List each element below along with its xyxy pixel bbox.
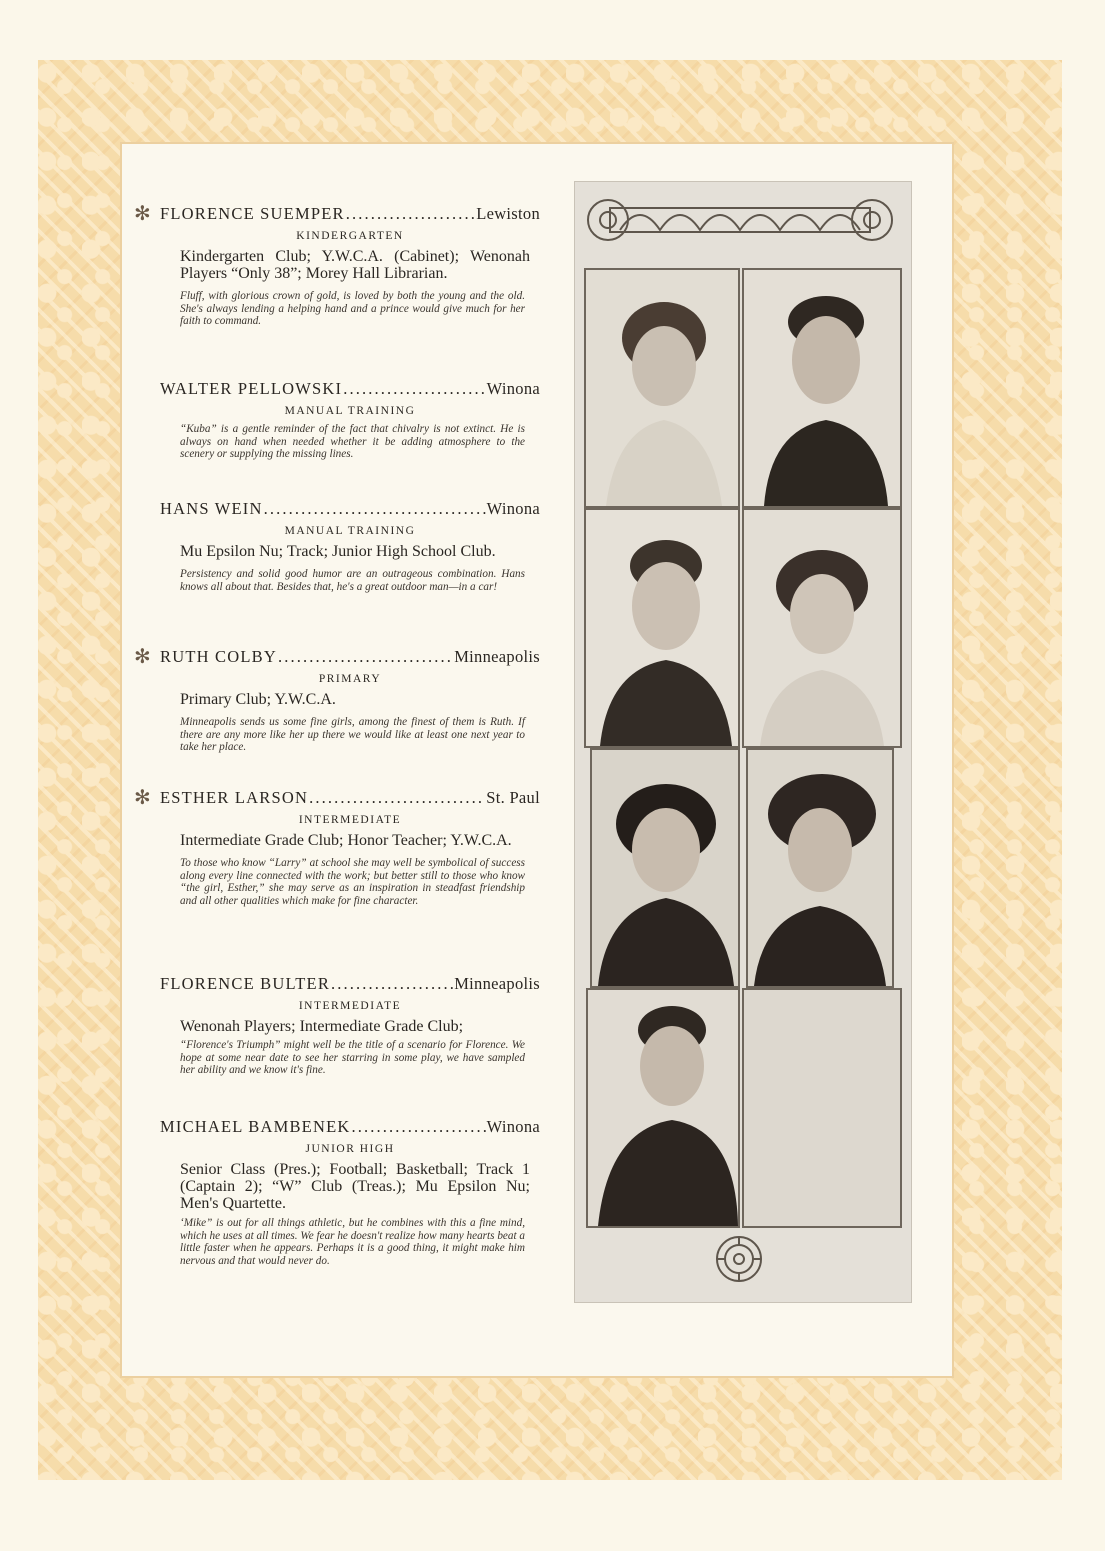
star-icon: ✻: [134, 203, 151, 225]
student-name: RUTH COLBY: [160, 647, 277, 666]
activities: Wenonah Players; Intermediate Grade Club;: [180, 1018, 464, 1035]
department: MANUAL TRAINING: [284, 405, 416, 417]
scroll-ornament-icon: [580, 190, 900, 250]
entry-heading: [160, 788, 540, 808]
department: MANUAL TRAINING: [284, 525, 416, 537]
portrait-photo: [746, 748, 894, 988]
portrait-photo: [742, 268, 902, 508]
portrait-silhouette-icon: [744, 270, 900, 506]
entry-hans-wein: [160, 499, 540, 593]
portrait-silhouette-icon: [744, 510, 900, 746]
entry-michael-bambenek: [160, 1117, 540, 1267]
leader-dots: [346, 204, 476, 224]
leader-dots: [309, 788, 485, 808]
portrait-silhouette-icon: [588, 990, 738, 1226]
portrait-photo: [584, 268, 740, 508]
activities: Intermediate Grade Club; Honor Teacher; Y.W.C.A.: [180, 832, 512, 849]
hometown: Minneapolis: [454, 647, 540, 666]
portrait-silhouette-icon: [748, 750, 892, 986]
activities: Senior Class (Pres.); Football; Basketball; Track 1 (Captain 2); “W” Club (Treas.); Mu Epsilon Nu; Men's Quartette.: [180, 1161, 530, 1212]
star-icon: ✻: [134, 646, 151, 668]
activities: Mu Epsilon Nu; Track; Junior High School Club.: [180, 543, 496, 560]
blurb: “Florence's Triumph” might well be the title of a scenario for Florence. We hope at some near date to see her starring in some play, we have sampled her ability and we know it's fine.: [180, 1039, 525, 1076]
activities: Primary Club; Y.W.C.A.: [180, 691, 336, 708]
entry-heading: [160, 974, 540, 994]
hometown: St. Paul: [486, 788, 540, 807]
entry-ruth-colby: [134, 646, 540, 754]
department: INTERMEDIATE: [298, 814, 402, 826]
blurb: Fluff, with glorious crown of gold, is loved by both the young and the old. She's always lending a helping hand and a prince would give much for her faith to command.: [180, 290, 525, 327]
entry-florence-suemper: [134, 203, 540, 328]
department: KINDERGARTEN: [296, 230, 404, 242]
blurb: Minneapolis sends us some fine girls, among the finest of them is Ruth. If there are any more like her up there we would like at least one next year to take her place.: [180, 716, 525, 753]
portrait-silhouette-icon: [592, 750, 738, 986]
student-name: HANS WEIN: [160, 499, 263, 518]
portrait-silhouette-icon: [586, 510, 738, 746]
portrait-photo: [584, 508, 740, 748]
portrait-silhouette-icon: [586, 270, 738, 506]
blurb: “Kuba” is a gentle reminder of the fact that chivalry is not extinct. He is always on hand when needed whether it be adding atmosphere to the scenery or supplying the missing lines.: [180, 423, 525, 460]
entry-walter-pellowski: [160, 379, 540, 461]
entry-heading: [160, 379, 540, 399]
department: INTERMEDIATE: [298, 1000, 402, 1012]
department: JUNIOR HIGH: [305, 1143, 395, 1155]
entry-heading: [160, 1117, 540, 1137]
student-name: FLORENCE SUEMPER: [160, 204, 345, 223]
portrait-photo: [742, 508, 902, 748]
entry-esther-larson: [134, 787, 540, 907]
leader-dots: [343, 379, 485, 399]
leader-dots: [331, 974, 453, 994]
student-name: WALTER PELLOWSKI: [160, 379, 343, 398]
entry-heading: [160, 204, 540, 224]
student-name: FLORENCE BULTER: [160, 974, 331, 993]
portrait-photo: [586, 988, 740, 1228]
leader-dots: [278, 647, 453, 667]
blurb: Persistency and solid good humor are an outrageous combination. Hans knows all about that. Besides that, he's a great outdoor man—in a car!: [180, 568, 525, 593]
entry-heading: [160, 647, 540, 667]
portrait-photo: [590, 748, 740, 988]
leader-dots: [351, 1117, 485, 1137]
rosette-ornament-icon: [712, 1232, 766, 1286]
student-name: MICHAEL BAMBENEK: [160, 1117, 351, 1136]
hometown: Winona: [486, 499, 540, 518]
hometown: Minneapolis: [454, 974, 540, 993]
activities: Kindergarten Club; Y.W.C.A. (Cabinet); Wenonah Players “Only 38”; Morey Hall Librarian.: [180, 248, 530, 282]
star-icon: ✻: [134, 787, 151, 809]
hometown: Winona: [486, 1117, 540, 1136]
entry-florence-bulter: [160, 974, 540, 1077]
blurb: ‘Mike” is out for all things athletic, but he combines with this a fine mind, which he uses at all times. We fear he doesn't realize how many hearts beat a little faster when he appears. Perhaps it is a good thing, it might make him nervous and that would never do.: [180, 1217, 525, 1267]
empty-photo-frame: [742, 988, 902, 1228]
leader-dots: [264, 499, 486, 519]
department: PRIMARY: [318, 673, 382, 685]
entry-heading: [160, 499, 540, 519]
blurb: To those who know “Larry” at school she may well be symbolical of success along every line connected with the work; but better still to those who know “the girl, Esther,” she may serve as an inspiration in steadfast friendship and all other qualities which make for fine character.: [180, 857, 525, 907]
student-name: ESTHER LARSON: [160, 788, 309, 807]
hometown: Winona: [486, 379, 540, 398]
hometown: Lewiston: [476, 204, 540, 223]
